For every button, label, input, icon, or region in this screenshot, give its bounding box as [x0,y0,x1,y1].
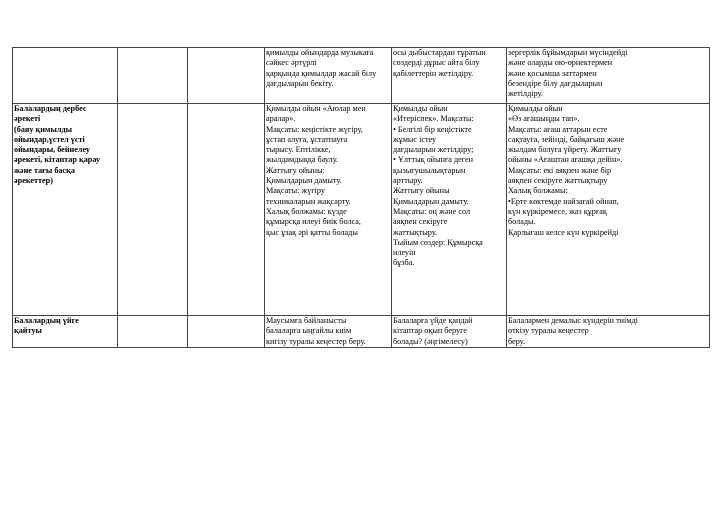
cell-text-line: сақтауға, зейінді, байқағыш және [508,134,625,144]
cell-text-line: Қимылдарын дамыту. [393,196,469,206]
cell-text-line: Қимылды ойын [508,104,563,113]
cell-text-line: Балалармен демалыс күндерін тиімді [508,316,638,325]
cell-text-line: аяқпен секіруге жаттықтыру [508,176,608,186]
cell-text-line: ойындар,үстел үсті [14,134,85,144]
cell-text-line: жылдамдыққа баулу. [266,155,339,165]
cell-text-line: қабілеттерін жетілдіру. [393,68,474,78]
cell-text-line: Мақсаты: кеңістікте жүгіру, [266,124,363,134]
cell-text-line: Жаттығу ойыны: [266,165,325,175]
cell-text-line: жылдам болуға үйрету. Жаттығу [508,145,622,155]
cell-text-line: зергерлік бұйымдарын мүсіндейді [508,48,628,57]
table-cell [265,316,392,348]
cell-text-line: Мақсаты: ағаш аттарын есте [508,124,608,134]
cell-text-line: Қимылдарын дамыту. [266,176,342,186]
table-cell [118,104,188,316]
cell-text-line: беру. [508,336,525,346]
cell-text-line: ұстап алуға, ұстатпауға [266,134,348,144]
cell-text-line: және қосымша заттармен [508,68,597,78]
cell-text-line: техникаларын жақсарту. [266,196,351,206]
cell-text-line: сәйкес әртүрлі [266,58,317,68]
cell-text-line: кітаптар оқып беруге [393,326,467,336]
cell-text-line: болады? (әңгімелесу) [393,336,468,346]
table-cell [507,48,710,104]
cell-text-line: жетілдіру. [508,89,543,99]
cell-text-line: сөздерді дұрыс айта білу [393,58,480,68]
cell-text-line: • Белгілі бір кеңістікте [393,124,472,134]
row-label-cell [13,316,118,348]
table-row [13,316,710,348]
cell-text-line: әрекеті [14,114,41,124]
cell-text-line: арттыру. [393,176,423,186]
cell-text-line: Қимылды ойын [393,104,448,113]
cell-text-line: Халық болжамы: күзде [266,206,347,216]
cell-text-line: өткізу туралы кеңестер [508,326,589,336]
table-cell [118,316,188,348]
cell-text-line: безендіре білу дағдыларын [508,78,603,88]
cell-text-line: Мақсаты: жүгіру [266,186,325,196]
cell-text-line: болады. [508,217,536,227]
cell-text-line: илеуін [393,248,416,258]
cell-text-line: Балалардың дербес [14,104,87,113]
cell-text-line: қарқында қимылдар жасай білу [266,68,377,78]
table-cell [188,48,265,104]
cell-text-line: «Өз ағашыңды тап». [508,114,580,124]
cell-text-line: Тыйым сөздер: Құмырсқа [393,237,483,247]
cell-text-line: қайтуы [14,326,42,336]
cell-text-line: Қарлығаш келсе күн күркірейді [508,227,619,237]
table-cell [265,104,392,316]
cell-text-line: • Ұлттық ойынға деген [393,155,474,165]
table-row [13,48,710,104]
table-row [13,104,710,316]
cell-text-line: Халық болжамы: [508,186,568,196]
cell-text-line: қызығушылықтарын [393,165,466,175]
table-cell [392,104,507,316]
cell-text-line: «Итеріспек». Мақсаты: [393,114,474,124]
cell-text-line: аяқпен секіруге [393,217,448,227]
row-label-cell [13,104,118,316]
cell-text-line: ойыны «Ағаштан ағашқа дейін». [508,155,623,165]
cell-text-line: балаларға ыңғайлы киім [266,326,352,336]
table-cell [265,48,392,104]
cell-text-line: (баяу қимылды [14,124,73,134]
cell-text-line: тырысу. Ептілікке, [266,145,331,155]
cell-text-line: Қимылды ойын «Аюлар мен [266,104,366,113]
cell-text-line: дағдыларын жетілдіру; [393,145,474,155]
cell-text-line: қыс ұзақ әрі қатты болады [266,227,358,237]
cell-text-line: Балалардың үйге [14,316,79,325]
cell-text-line: және оларды ою-өрнектермен [508,58,613,68]
cell-text-line: Мақсаты: екі аяқпен және бір [508,165,612,175]
table-cell [392,48,507,104]
cell-text-line: Маусымға байланысты [266,316,347,325]
table-cell [507,104,710,316]
cell-text-line: Балаларға үйде қандай [393,316,473,325]
cell-text-line: әрекеттер) [14,176,53,186]
cell-text-line: және тағы басқа [14,165,75,175]
cell-text-line: Жаттығу ойыны [393,186,450,196]
cell-text-line: күн күркіремесе, жаз құрғақ [508,206,607,216]
cell-text-line: •Ерте көктемде найзағай ойнап, [508,196,619,206]
row-label-cell [13,48,118,104]
cell-text-line: әрекеті, кітаптар қарау [14,155,101,165]
cell-text-line: ойындары, бейнелеу [14,145,91,155]
cell-text-line: осы дыбыстардан тұратын [393,48,486,57]
weekly-plan-table [12,47,710,348]
cell-text-line: жаттықтыру. [393,227,438,237]
cell-text-line: құмырсқа илеуі биік болса, [266,217,361,227]
table-cell [118,48,188,104]
table-cell [507,316,710,348]
cell-text-line: жұмыс істеу [393,134,437,144]
cell-text-line: дағдыларын бекіту. [266,78,334,88]
cell-text-line: аралар». [266,114,296,124]
cell-text-line: Мақсаты: оң және сол [393,206,471,216]
cell-text-line: қимылды ойындарда музыкаға [266,48,374,57]
table-cell [188,316,265,348]
cell-text-line: бұзба. [393,258,415,268]
cell-text-line: кигізу туралы кеңестер беру. [266,336,366,346]
table-cell [392,316,507,348]
table-cell [188,104,265,316]
